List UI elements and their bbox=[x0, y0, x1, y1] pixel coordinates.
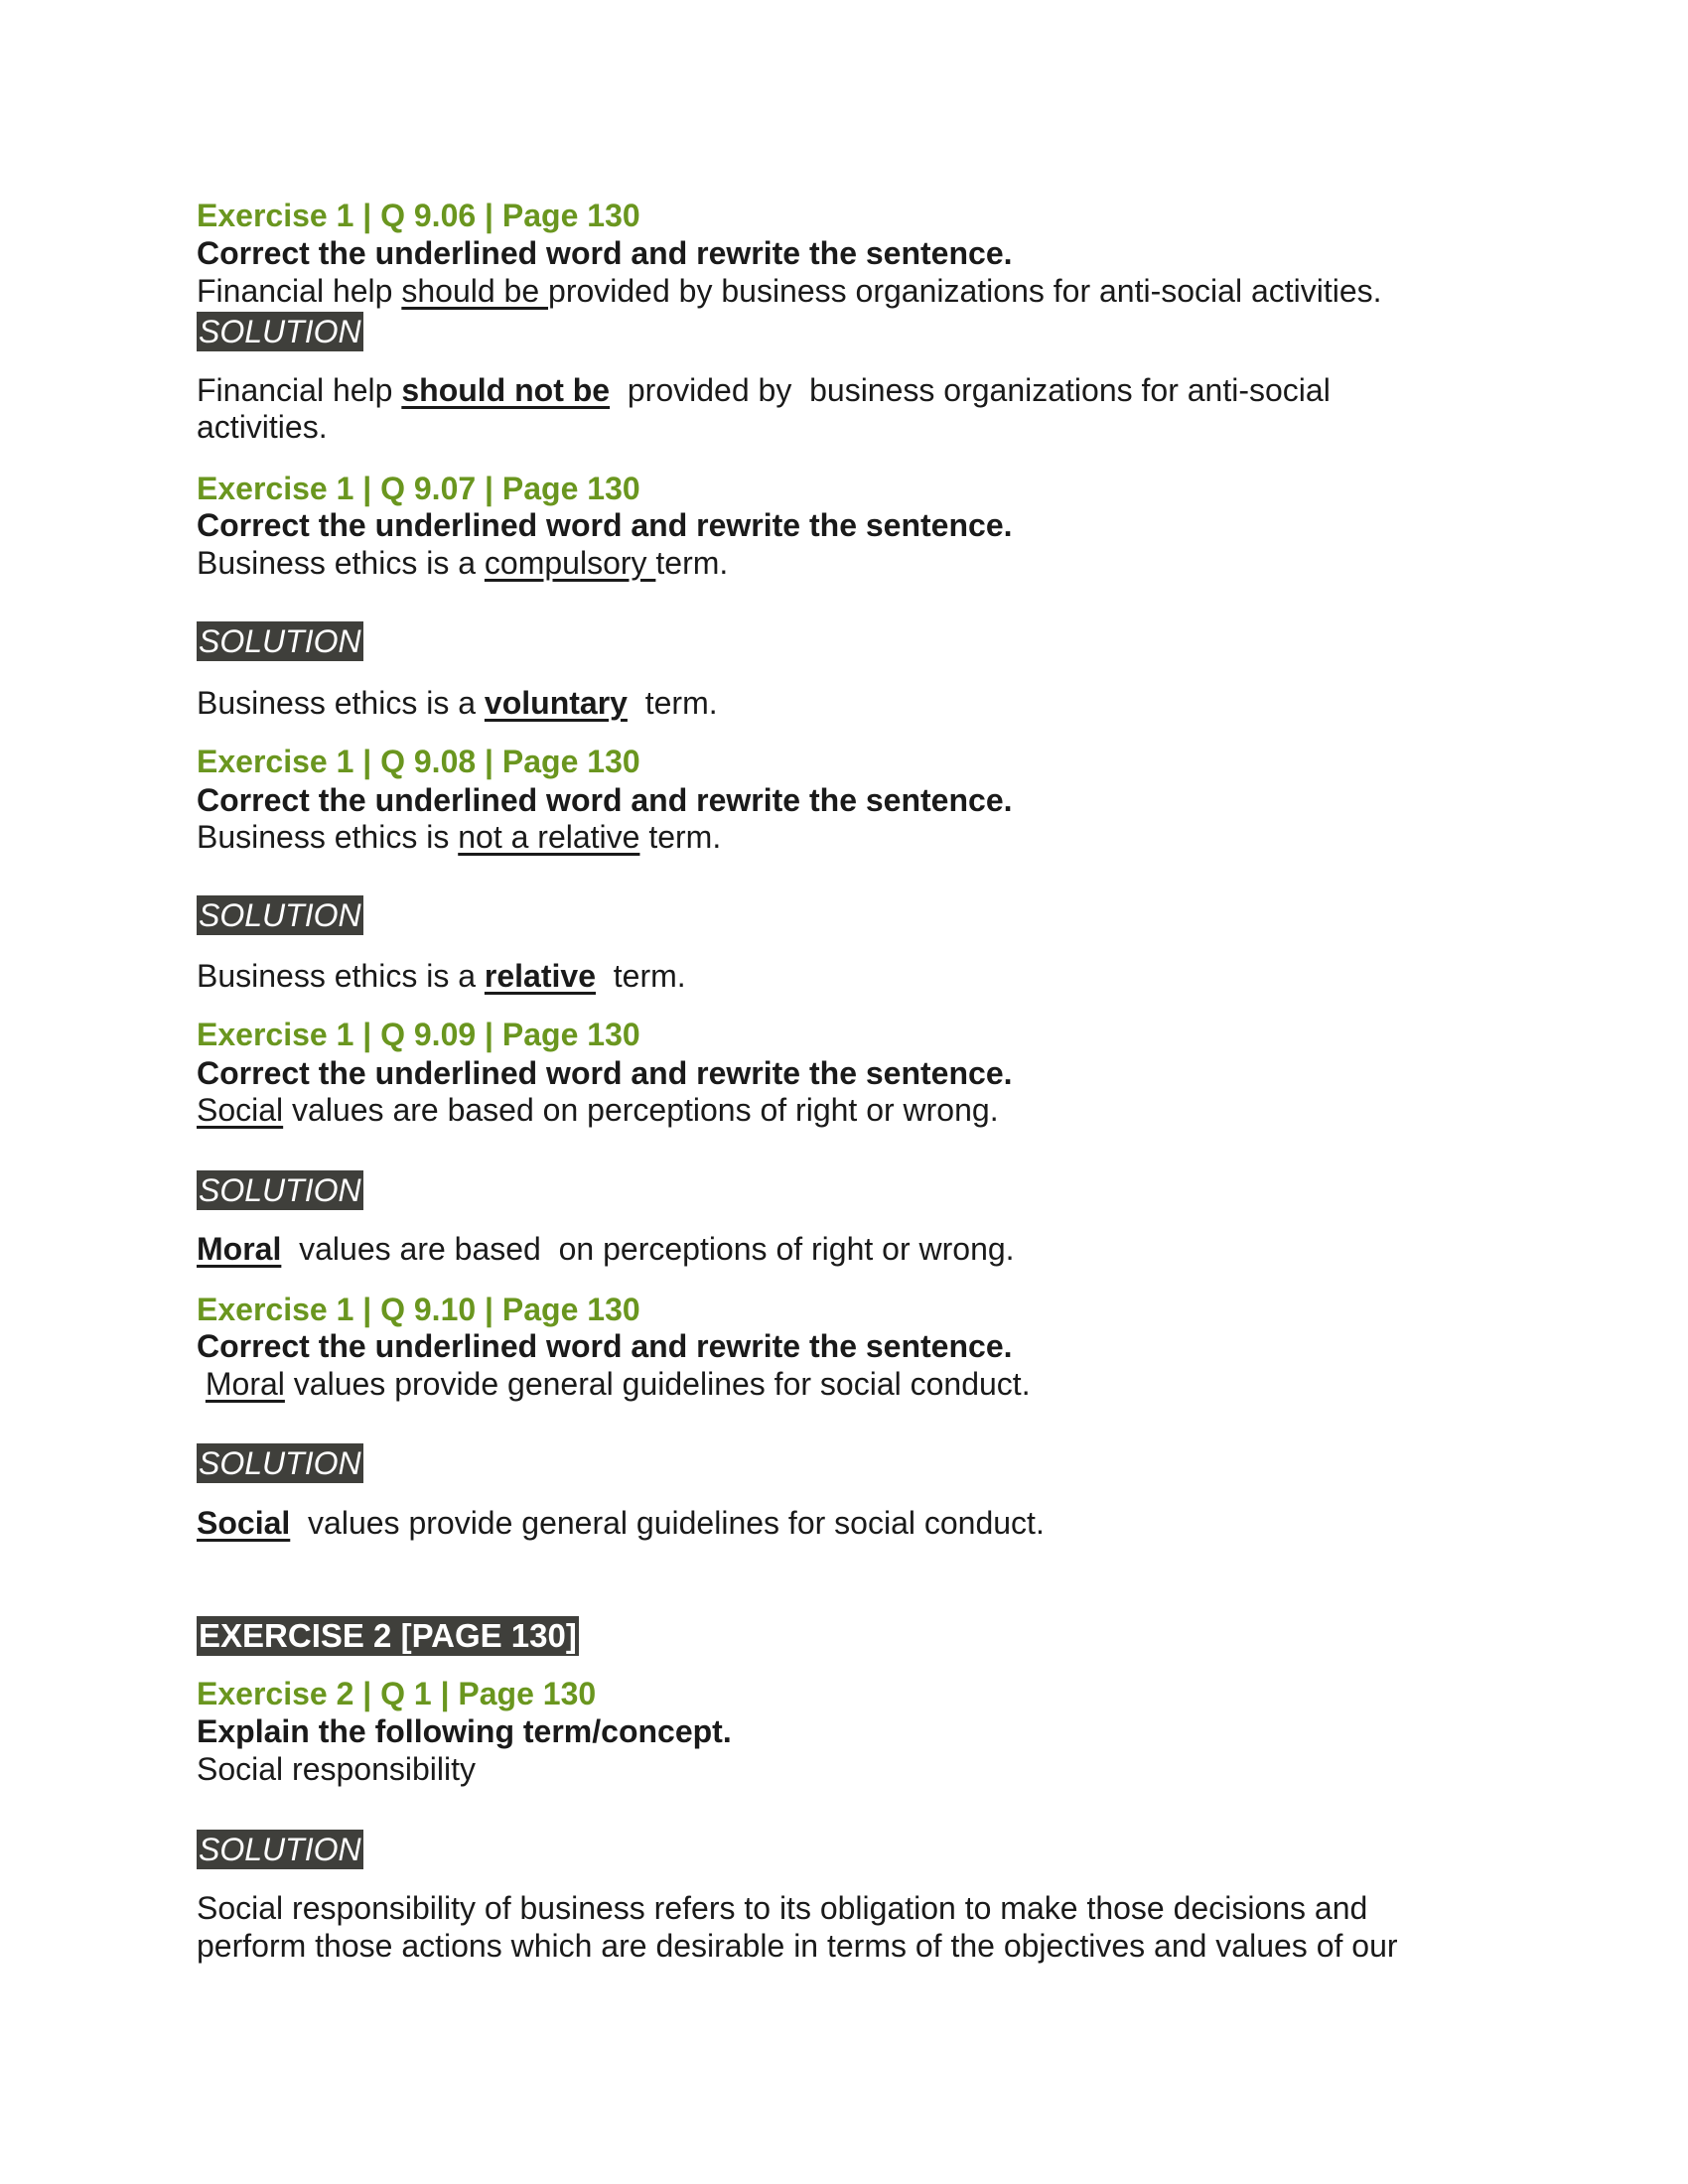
underlined-word: should be bbox=[401, 273, 549, 309]
answer-sentence bbox=[197, 371, 1331, 409]
corrected-word: should not be bbox=[401, 372, 611, 408]
answer-sentence bbox=[197, 1230, 1015, 1268]
solution-label: SOLUTION bbox=[199, 1172, 361, 1208]
question-text: Business ethics is bbox=[197, 819, 459, 855]
answer-line: Social responsibility of business refers to its obligation to make those decisions and bbox=[197, 1890, 1368, 1926]
answer-text: Financial help bbox=[197, 372, 402, 408]
exercise-header: Exercise 1 | Q 9.07 | Page 130 bbox=[197, 471, 640, 506]
answer-text: provided by business organizations for anti-social bbox=[610, 372, 1331, 408]
answer-text: term. bbox=[595, 958, 686, 994]
question-instruction: Correct the underlined word and rewrite the sentence. bbox=[197, 507, 1013, 543]
question-sentence bbox=[197, 272, 1382, 310]
question-sentence bbox=[197, 1365, 1031, 1403]
answer-text: Business ethics is a bbox=[197, 685, 485, 721]
question-sentence bbox=[197, 544, 728, 582]
answer-continuation: activities. bbox=[197, 409, 328, 445]
question-text: values provide general guidelines for social conduct. bbox=[284, 1366, 1031, 1402]
exercise-section-heading: EXERCISE 2 [PAGE 130] bbox=[199, 1617, 577, 1654]
exercise-header: Exercise 1 | Q 9.06 | Page 130 bbox=[197, 198, 640, 233]
answer-text: Business ethics is a bbox=[197, 958, 485, 994]
question-term: Social responsibility bbox=[197, 1751, 477, 1787]
question-text: Financial help bbox=[197, 273, 402, 309]
answer-sentence bbox=[197, 1504, 1045, 1542]
underlined-word: Moral bbox=[205, 1366, 285, 1402]
corrected-word: voluntary bbox=[484, 685, 628, 721]
underlined-word: Social bbox=[197, 1092, 284, 1128]
corrected-word: Social bbox=[197, 1505, 291, 1541]
answer-text: values are based on perceptions of right or wrong. bbox=[281, 1231, 1015, 1267]
question-sentence bbox=[197, 818, 721, 856]
solution-label: SOLUTION bbox=[199, 897, 361, 933]
question-instruction: Explain the following term/concept. bbox=[197, 1713, 732, 1749]
question-text: values are based on perceptions of right or wrong. bbox=[283, 1092, 999, 1128]
corrected-word: relative bbox=[484, 958, 596, 994]
exercise-header: Exercise 2 | Q 1 | Page 130 bbox=[197, 1676, 597, 1711]
question-instruction: Correct the underlined word and rewrite the sentence. bbox=[197, 235, 1013, 271]
question-sentence bbox=[197, 1091, 999, 1129]
corrected-word: Moral bbox=[197, 1231, 282, 1267]
underlined-word: not a relative bbox=[458, 819, 640, 855]
answer-sentence bbox=[197, 957, 686, 995]
question-text: Business ethics is a bbox=[197, 545, 485, 581]
question-instruction: Correct the underlined word and rewrite the sentence. bbox=[197, 782, 1013, 818]
solution-label: SOLUTION bbox=[199, 623, 361, 659]
answer-text: term. bbox=[627, 685, 718, 721]
answer-sentence bbox=[197, 684, 718, 722]
answer-line: perform those actions which are desirable in terms of the objectives and values of our bbox=[197, 1928, 1398, 1964]
question-text bbox=[197, 1366, 206, 1402]
solution-label: SOLUTION bbox=[199, 1832, 361, 1867]
exercise-header: Exercise 1 | Q 9.10 | Page 130 bbox=[197, 1292, 640, 1327]
question-text: provided by business organizations for anti-social activities. bbox=[548, 273, 1382, 309]
exercise-header: Exercise 1 | Q 9.09 | Page 130 bbox=[197, 1017, 640, 1052]
solution-label: SOLUTION bbox=[199, 1445, 361, 1481]
solution-label: SOLUTION bbox=[199, 314, 361, 349]
answer-text: values provide general guidelines for social conduct. bbox=[290, 1505, 1045, 1541]
question-instruction: Correct the underlined word and rewrite the sentence. bbox=[197, 1055, 1013, 1091]
underlined-word: compulsory bbox=[484, 545, 656, 581]
exercise-header: Exercise 1 | Q 9.08 | Page 130 bbox=[197, 744, 640, 779]
question-text: term. bbox=[639, 819, 722, 855]
question-instruction: Correct the underlined word and rewrite the sentence. bbox=[197, 1328, 1013, 1364]
question-text: term. bbox=[655, 545, 729, 581]
